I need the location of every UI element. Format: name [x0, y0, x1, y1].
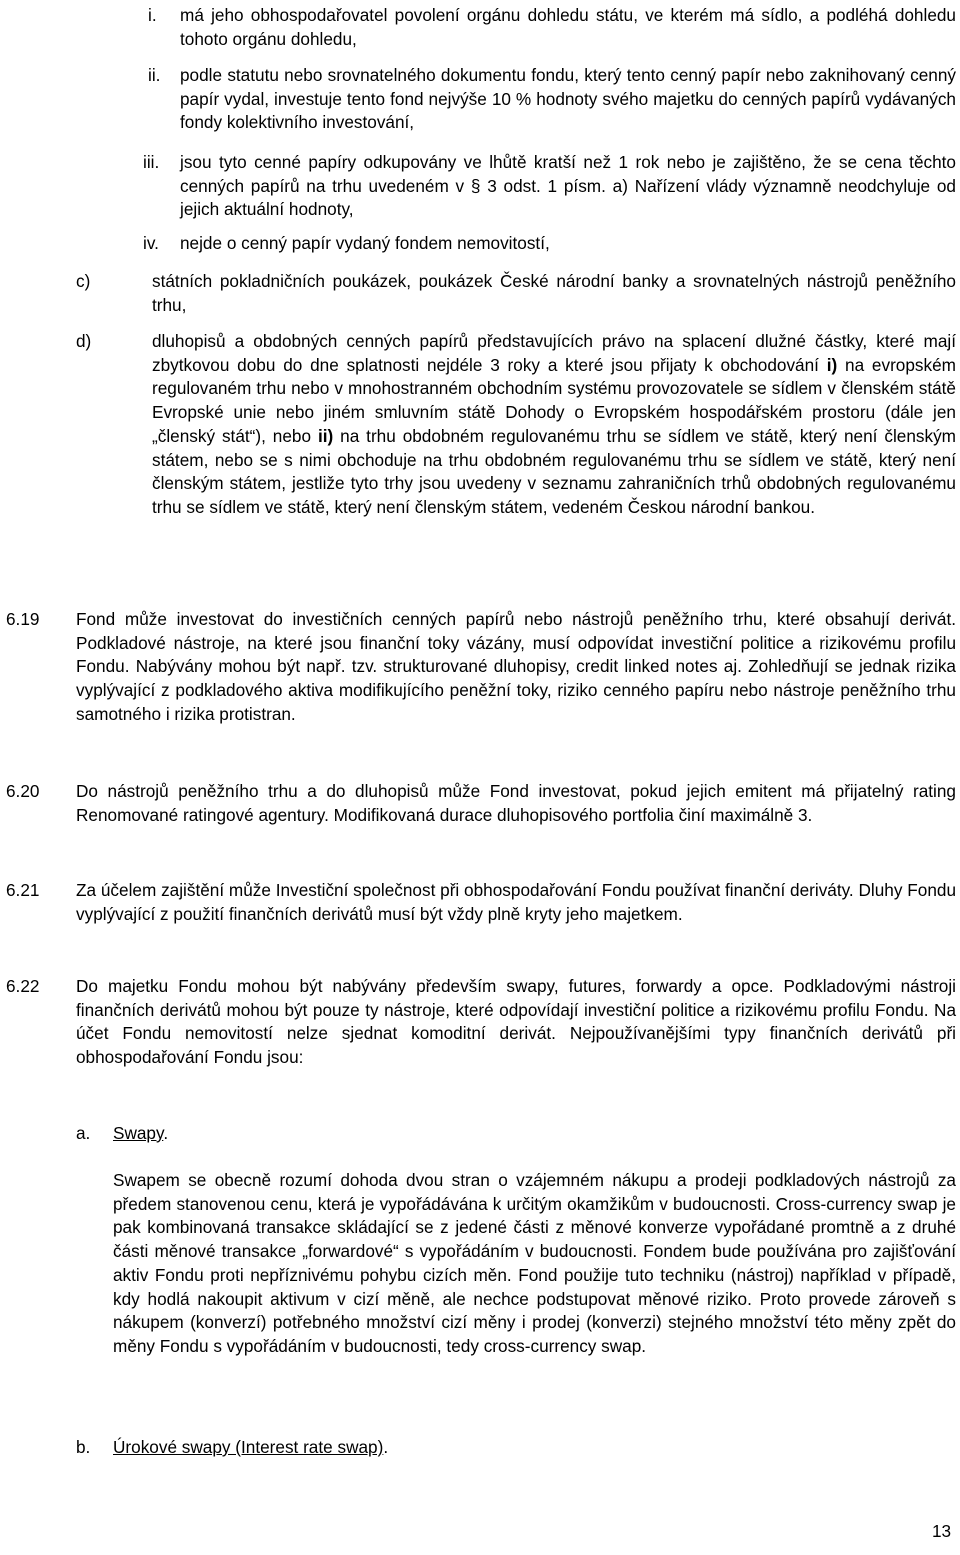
section-number: 6.20: [6, 781, 40, 801]
sub-label-b: b.: [76, 1437, 91, 1457]
item-label-c: c): [76, 271, 91, 291]
list-label: iii.: [143, 152, 160, 172]
section-text: Do nástrojů peněžního trhu a do dluhopisů může Fond investovat, pokud jejich emitent má přijatelný rating Renomované ratingové agentury. Modifikovaná durace dluhopisového portfolia činí maximálně 3.: [76, 781, 956, 825]
item-label-d: d): [76, 331, 92, 351]
list-label: i.: [148, 5, 157, 25]
section-number: 6.22: [6, 976, 40, 996]
sub-a-heading: Swapy.: [113, 1123, 169, 1143]
item-d-text: dluhopisů a obdobných cenných papírů představujících právo na splacení dlužné částky, které mají zbytkovou dobu do dne splatnosti nejdéle 3 roky a které jsou přijaty k obchodování i) na evropském regulovaném trhu nebo v mnohostranném obchodním systému provozovatele se sídlem v členském státě Evropské unie nebo jiném smluvním státě Dohody o Evropském hospodářském prostoru (dále jen „členský stát“), nebo ii) na trhu obdobném regulovanému trhu se sídlem ve státě, který není členským státem, nebo se s nimi obchoduje na trhu obdobném regulovanému trhu se sídlem ve státě, který není členským státem, jestliže tyto trhy jsou uvedeny v seznamu zahraničních trhů obdobných regulovanému trhu se sídlem ve státě, který není členským státem, vedeném Českou národní bankou.: [152, 331, 956, 517]
list-item: podle statutu nebo srovnatelného dokumentu fondu, který tento cenný papír nebo zaknihovaný cenný papír vydal, investuje tento fond nejvýše 10 % hodnoty svého majetku do cenných papírů vydávaných fondy kolektivního investování,: [180, 65, 956, 133]
marker-ii: ii): [317, 425, 334, 446]
page-number: 13: [932, 1521, 952, 1541]
list-item: jsou tyto cenné papíry odkupovány ve lhůtě kratší než 1 rok nebo je zajištěno, že se cena těchto cenných papírů na trhu uvedeném v § 3 odst. 1 písm. a) Nařízení vlády významně neodchyluje od jejich aktuální hodnoty,: [180, 152, 956, 220]
sub-label-a: a.: [76, 1123, 91, 1143]
section-text: Fond může investovat do investičních cenných papírů nebo nástrojů peněžního trhu, které obsahují derivát. Podkladové nástroje, na které jsou finanční toky vázány, musí odpovídat investiční politice a rizikovému profilu Fondu. Nabývány mohou být např. tzv. strukturované dluhopisy, credit linked notes aj. Zohledňují se jednak rizika vyplývající z podkladového aktiva modifikujícího peněžní toky, riziko cenného papíru nebo nástroje peněžního trhu samotného i rizika protistran.: [76, 609, 956, 724]
section-text: Za účelem zajištění může Investiční společnost při obhospodařování Fondu používat finanční deriváty. Dluhy Fondu vyplývající z použití finančních derivátů musí být vždy plně kryty jeho majetkem.: [76, 880, 956, 924]
marker-i: i): [826, 354, 838, 375]
item-c-text: státních pokladničních poukázek, poukázek České národní banky a srovnatelných nástrojů peněžního trhu,: [152, 271, 956, 315]
list-item: nejde o cenný papír vydaný fondem nemovitostí,: [180, 233, 550, 253]
swap-paragraph: Swapem se obecně rozumí dohoda dvou stran o vzájemném nákupu a prodeji podkladových nástrojů za předem stanovenou cenu, která je vypořádávána k určitým okamžikům v budoucnosti. Cross-currency swap je pak kombinovaná transakce skládající se z jedené části z měnové konverze vypořádané promtně a z druhé části měnové transakce „forwardové“ s vypořádáním v budoucnosti. Fondem bude používána pro zajišťování aktiv Fondu proti nepříznivému pohybu cizích měn. Fond použije tuto techniku (nástroj) například v případě, kdy hodlá nakoupit aktivum v cizí měně, ale nechce podstupovat měnové riziko. Proto provede zároveň s nákupem (konverzí) potřebného množství cizí měny i prodej (konverzi) stejného množství této měny zpět do měny Fondu s vypořádáním v budoucnosti, tedy cross-currency swap.: [113, 1170, 956, 1356]
section-number: 6.19: [6, 609, 40, 629]
section-text: Do majetku Fondu mohou být nabývány především swapy, futures, forwardy a opce. Podkladovými nástroji finančních derivátů mohou být pouze ty nástroje, které odpovídají investiční politice a rizikovému profilu Fondu. Na účet Fondu nemovitostí nelze sjednat komoditní derivát. Nejpoužívanějšími typy finančních derivátů při obhospodařování Fondu jsou:: [76, 976, 956, 1068]
list-label: ii.: [148, 65, 161, 85]
section-number: 6.21: [6, 880, 40, 900]
list-label: iv.: [143, 233, 159, 253]
list-item: má jeho obhospodařovatel povolení orgánu dohledu státu, ve kterém má sídlo, a podléhá dohledu tohoto orgánu dohledu,: [180, 5, 956, 49]
sub-b-heading: Úrokové swapy (Interest rate swap).: [113, 1437, 389, 1457]
